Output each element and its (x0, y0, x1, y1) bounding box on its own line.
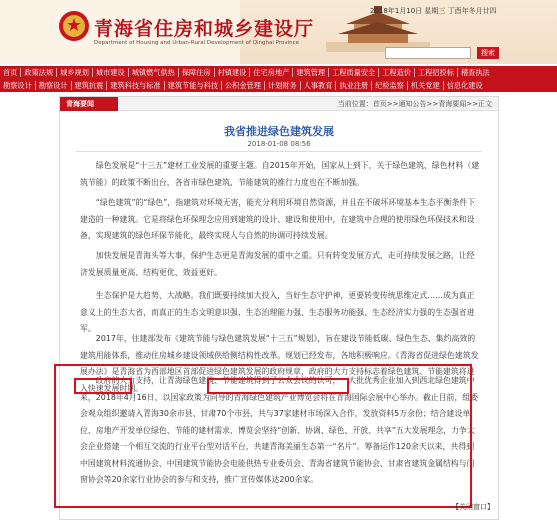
article-paragraph: 生态保护是大趋势、大战略。我们既要持续加大投入，当好生态守护神，更要转变传统思维定式……成为真正意义上的生态大省，而真正的生态文明意识强、生态治理能力强、生态服务功能强、生态经济实力强的生态强省进军。 (80, 291, 475, 333)
nav-item-seismic[interactable]: 建筑抗震 (72, 81, 108, 90)
date-display: 2018年1月10日 星期三 丁酉年冬月廿四 (370, 7, 497, 15)
nav-item-hr-education[interactable]: 人事教育 (301, 81, 337, 90)
nav-item-survey-design[interactable]: 勘察设计 (0, 81, 36, 90)
highlight-box-expo (207, 378, 349, 394)
nav-item-village[interactable]: 村镇建设 (215, 68, 251, 77)
nav-item-planning[interactable]: 城乡规划 (57, 68, 93, 77)
nav-item-home[interactable]: 首页 (0, 68, 21, 77)
section-bar (60, 97, 498, 111)
nav-item-registration[interactable]: 执业注册 (336, 81, 372, 90)
nav-item-housing[interactable]: 保障住房 (179, 68, 215, 77)
nav-item-real-estate[interactable]: 住宅房地产 (250, 68, 293, 77)
site-subtitle: Department of Housing and Urban-Rural Development of Qinghai Province (94, 40, 300, 46)
nav-item-informatization[interactable]: 信息化建设 (446, 81, 483, 90)
nav-item-inspection[interactable]: 稽查执法 (460, 68, 490, 77)
nav-item-city-construction[interactable]: 城市建设 (93, 68, 129, 77)
nav-row-1 (0, 66, 557, 79)
nav-item-provident-fund[interactable]: 公积金管理 (222, 81, 265, 90)
article-date: 2018-01-08 08:56 (247, 140, 311, 148)
nav-item-quality-safety[interactable]: 工程质量安全 (329, 68, 379, 77)
title-divider (76, 151, 482, 152)
article-frame (59, 96, 499, 520)
nav-item-party[interactable]: 机关党建 (408, 81, 444, 90)
article-paragraph: “绿色建筑”的“绿色”，指建筑对环境无害，能充分利用环境自然资源，并且在不破坏环境基本生态平衡条件下建造的一种建筑。它是将绿色环保理念应用到建筑的设计、建设和使用中，在建筑中合理的使用绿色环保技术和设备，实现建筑的绿色环保节能化，最终实现人与自然的协调可持续发展。 (80, 198, 476, 240)
article-paragraph: 绿色发展是“十三五”建材工业发展的重要主题。自2015年开始，国家从上到下，关于绿色建筑、绿色材料（建筑节能）的政策不断出台，各省市绿色建筑、节能建筑的推行力度也在不断加强。 (80, 161, 480, 187)
article-paragraph: 政府的大力支持，让青海绿色建筑、节能建筑得到了公众会议的认可，一大批优秀企业加入到西北绿色建筑中来，2018年4月16日，以国家政策为向导的青海绿色建筑产业博览会将在青海国际会展中心举办。截止目前，组委会观众组织邀请入青海30余市县、甘肃70个市县，共与37家建材市场深入合作，发放资料5万余份；结合建设单位、房地产开发单位绿色、节能的建材需求，博览会坚持“创新、协调、绿色、开放、共享”五大发展理念，力争大会企业搭建一个相互交流的行业平台型对话平台，共建青海美丽生态第一“名片”。筹备运作120余天以来，共得到中国建筑材料流通协会、中国建筑节能协会电能供热专业委员会、青海省建筑节能协会、甘肃省建筑金属结构与门窗协会等20余家行业协会的参与和支持，推广宣传媒体达200余家。 (80, 376, 479, 484)
nav-item-building-management[interactable]: 建筑管理 (293, 68, 329, 77)
nav-item-energy-saving[interactable]: 建筑节能与科技 (165, 81, 222, 90)
nav-item-policy[interactable]: 政策法规 (21, 68, 57, 77)
nav-item-gas-heating[interactable]: 城镇燃气供热 (129, 68, 179, 77)
breadcrumb: 当前位置：首页>>通知公告>>青海要闻>>正文 (337, 100, 492, 108)
nav-row-2 (0, 79, 557, 92)
highlight-box-date (74, 378, 132, 394)
national-emblem-icon (58, 10, 90, 42)
section-tab[interactable]: 青海要闻 (60, 97, 118, 111)
article-paragraph: 2017年，住建部发布《建筑节能与绿色建筑发展“十三五”规划》，旨在建设节能低碳、绿色生态、集约高效的建筑用能体系，推动住房城乡建设领域供给侧结构性改革。规划已经发布，各地积极响应。《青海省促进绿色建筑发展办法》是青海省为西部地区首部促进绿色建筑发展的政府规章，政府的大力支持标志着绿色建筑、节能建筑将进入快速发展时期。 (80, 334, 479, 393)
article-title: 我省推进绿色建筑发展 (224, 125, 334, 138)
search-input[interactable] (385, 47, 471, 59)
search-button[interactable]: 搜索 (477, 47, 499, 59)
main-navigation (0, 66, 557, 92)
article-paragraph: 加快发展是青海头等大事，保护生态更是青海发展的重中之重。只有转变发展方式，走可持续发展之路，让经济发展质量更高、结构更优、效益更好。 (80, 251, 475, 277)
site-title: 青海省住房和城乡建设厅 (94, 18, 315, 40)
nav-item-survey-design-2[interactable]: 勘察设计 (36, 81, 72, 90)
nav-item-bidding[interactable]: 工程招投标 (415, 68, 458, 77)
nav-item-finance[interactable]: 计划财务 (265, 81, 301, 90)
nav-item-tech-standards[interactable]: 建筑科技与标准 (107, 81, 164, 90)
site-header (0, 0, 557, 64)
nav-item-discipline[interactable]: 纪检监察 (372, 81, 408, 90)
nav-item-cost[interactable]: 工程造价 (379, 68, 415, 77)
close-window-link[interactable]: 【关闭窗口】 (452, 503, 494, 511)
